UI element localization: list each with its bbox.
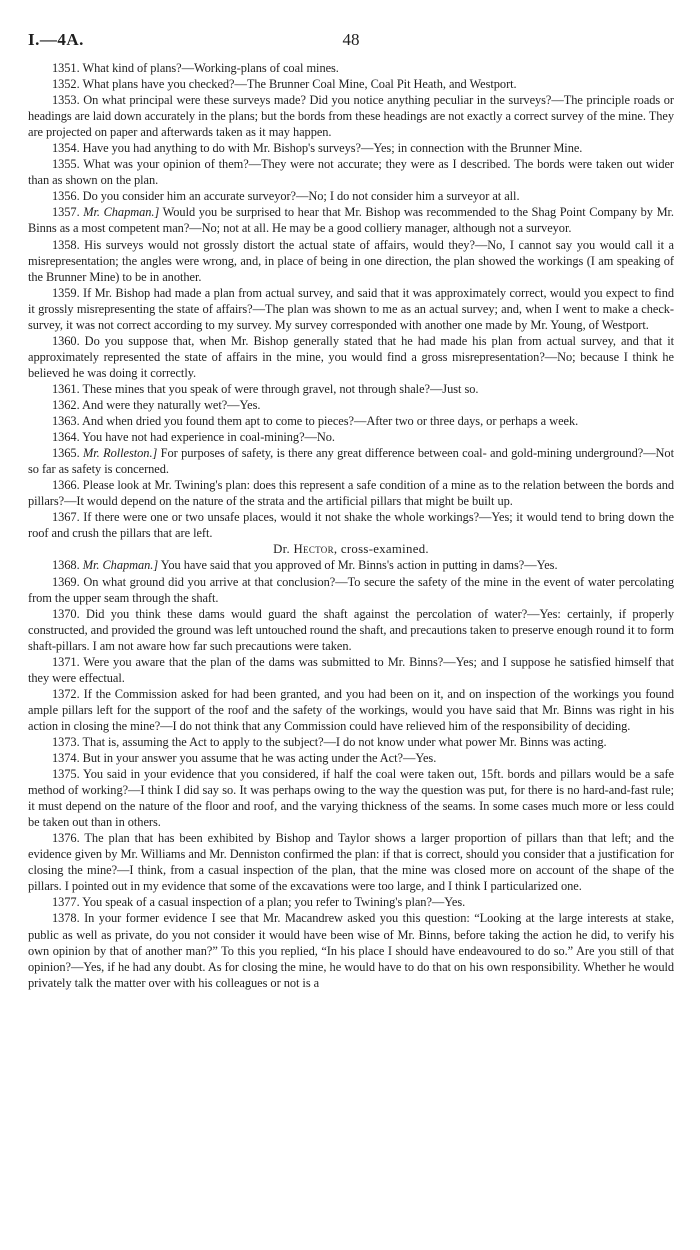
paragraph-1361: 1361. These mines that you speak of were through gravel, not through shale?—Just so. xyxy=(52,381,479,396)
paragraph-1353: 1353. On what principal were these surveys made? Did you notice anything peculiar in the surveys?—The principle roads or headings are laid down accurately in the plans; but the bords from these headings are not exactly a correct survey of the mine. They are projected on paper and afterwards taken as it may happen. xyxy=(28,93,674,140)
paragraph-1373: 1373. That is, assuming the Act to apply to the subject?—I do not know under what power Mr. Binns was acting. xyxy=(52,734,607,749)
question-number: 1365. xyxy=(52,446,80,461)
section-heading xyxy=(28,541,674,557)
question-number: 1368. xyxy=(52,558,80,573)
speaker-label: Mr. Chapman.] xyxy=(83,205,160,220)
paragraph-text: For purposes of safety, is there any great difference between coal- and gold-mining underground?—Not so far as safety is concerned. xyxy=(28,446,674,477)
paragraph-1377: 1377. You speak of a casual inspection of a plan; you refer to Twining's plan?—Yes. xyxy=(52,895,466,910)
paragraph-1369: 1369. On what ground did you arrive at that conclusion?—To secure the safety of the mine in the event of water percolating from the upper seam through the shaft. xyxy=(28,574,674,605)
paragraph-1376: 1376. The plan that has been exhibited by Bishop and Taylor shows a larger proportion of pillars than that left; and the evidence given by Mr. Williams and Mr. Denniston confirmed the plan: if that is correct, should you consider that a justification for closing the mine?—I think, from a casual inspection of the plan, that the mine was closed more on account of the shape of the pillars. I pointed out in my evidence that some of the excavations were too large, and I think I particularized one. xyxy=(28,831,674,894)
paragraph-text: Would you be surprised to hear that Mr. Bishop was recommended to the Shag Point Company by Mr. Binns as a most competent man?—No; not at all. He may be a good colliery manager, although not a surveyor. xyxy=(28,205,674,236)
speaker-label: Mr. Chapman.] xyxy=(82,558,159,573)
paragraph-1356: 1356. Do you consider him an accurate surveyor?—No; I do not consider him a surveyor at all. xyxy=(52,189,520,204)
paragraph-1374: 1374. But in your answer you assume that he was acting under the Act?—Yes. xyxy=(52,751,437,766)
page-header xyxy=(28,30,674,52)
paragraph-1364: 1364. You have not had experience in coal-mining?—No. xyxy=(52,430,335,445)
question-number: 1357. xyxy=(52,205,80,220)
speaker-label: Mr. Rolleston.] xyxy=(83,446,158,461)
paragraph-1355: 1355. What was your opinion of them?—They were not accurate; they were as I described. The bords were taken out wider than as shown on the plan. xyxy=(28,157,674,188)
paragraph-1359: 1359. If Mr. Bishop had made a plan from actual survey, and said that it was approximately correct, would you expect to find it grossly misrepresenting the state of affairs?—The plan was shown to me as an actual survey; and, when I went to make a check-survey, it was not correct according to my survey. My survey corresponded with another one made by Mr. Young, of Westport. xyxy=(28,285,674,332)
paragraph-1358: 1358. His surveys would not grossly distort the actual state of affairs, would they?—No, I cannot say you would call it a misrepresentation; the angles were wrong, and, in place of being in one direction, the plan showed the workings (I am speaking of the Brunner Mine) to be in another. xyxy=(28,237,674,284)
heading-suffix: , cross-examined. xyxy=(333,542,429,557)
paragraph-1366: 1366. Please look at Mr. Twining's plan: does this represent a safe condition of a mine as to the relation between the bords and pillars?—It would depend on the nature of the strata and the artificial pillars that might be built up. xyxy=(28,478,674,509)
paragraph-1362: 1362. And were they naturally wet?—Yes. xyxy=(52,397,261,412)
paragraph-1375: 1375. You said in your evidence that you considered, if half the coal were taken out, 15ft. bords and pillars would be a safe method of working?—I think I did say so. It was perhaps owing to the way the question was put, for there is no hard-and-fast rule; it must depend on the nature of the floor and roof, and the varying thickness of the seams. In some cases much more or less could be taken out than in others. xyxy=(28,767,674,830)
paragraph-1365 xyxy=(28,445,674,477)
document-reference: I.—4A. xyxy=(28,30,84,49)
paragraph-1363: 1363. And when dried you found them apt to come to pieces?—After two or three days, or perhaps a week. xyxy=(52,414,579,429)
witness-name: Hector xyxy=(293,542,334,557)
page-number: 48 xyxy=(342,30,360,49)
paragraph-1378: 1378. In your former evidence I see that Mr. Macandrew asked you this question: “Looking at the large interests at stake, public as well as private, do you not consider it would have been wise of Mr. Binns, before taking the action he did, to verify his own opinion by that of another man?” To this you replied, “In his place I should have endeavoured to do so.” Are you still of that opinion?—Yes, if he had any doubt. As for closing the mine, he would have to do that on his own responsibility. Whether he would privately talk the matter over with his colleagues or not is a xyxy=(28,911,674,990)
paragraph-1352: 1352. What plans have you checked?—The Brunner Coal Mine, Coal Pit Heath, and Westport. xyxy=(52,77,517,92)
paragraph-1367: 1367. If there were one or two unsafe places, would it not shake the whole workings?—Yes; it would tend to bring down the roof and crush the pillars that are left. xyxy=(28,510,674,541)
paragraph-1371: 1371. Were you aware that the plan of the dams was submitted to Mr. Binns?—Yes; and I suppose he satisfied himself that they were effectual. xyxy=(28,654,674,685)
paragraph-1351: 1351. What kind of plans?—Working-plans of coal mines. xyxy=(52,61,339,75)
paragraph-1368 xyxy=(28,557,674,573)
paragraph-1357 xyxy=(28,204,674,236)
document-body xyxy=(28,60,674,991)
paragraph-1360: 1360. Do you suppose that, when Mr. Bishop generally stated that he had made his plan from actual survey, and that it approximately represented the state of affairs in the mine, you would find a gross misrepresentation?—No; because I think he believed he was doing it correctly. xyxy=(28,333,674,380)
paragraph-1372: 1372. If the Commission asked for had been granted, and you had been on it, and on inspection of the workings you found ample pillars left for the support of the roof and the safety of the workings, would you have said that Mr. Binns was right in his action in closing the mine?—I do not think that any Commission could have relieved him of the responsibility of deciding. xyxy=(28,686,674,733)
paragraph-1354: 1354. Have you had anything to do with Mr. Bishop's surveys?—Yes; in connection with the Brunner Mine. xyxy=(52,141,583,156)
heading-prefix: Dr. xyxy=(273,542,290,557)
paragraph-1370: 1370. Did you think these dams would guard the shaft against the percolation of water?—Yes: certainly, if properly constructed, and provided the ground was left untouched round the shaft, and precautions taken to preserve enough round it to form shaft-pillars. I am not aware how far such precautions were taken. xyxy=(28,606,674,653)
paragraph-text: You have said that you approved of Mr. Binns's action in putting in dams?—Yes. xyxy=(160,558,558,573)
